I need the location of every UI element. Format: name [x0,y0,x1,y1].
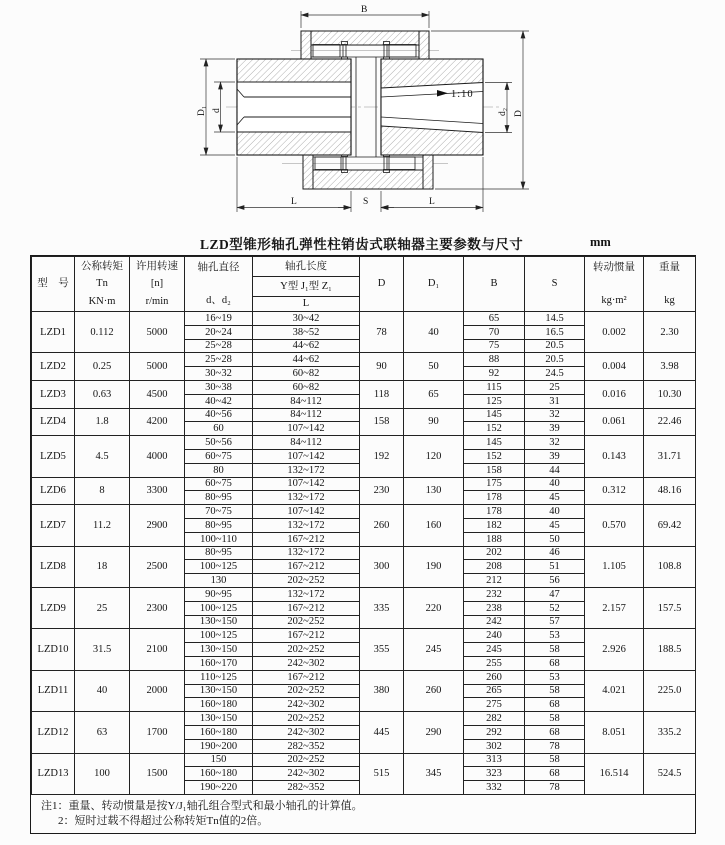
cell-S: 58 [525,712,585,726]
cell-D: 380 [360,670,404,711]
header-bore-length-types: Y型 J₁型 Z₁ [253,277,360,296]
cell-bore-diameter: 80~95 [185,491,253,505]
cell-torque: 0.112 [75,312,130,353]
cell-S: 25 [525,380,585,394]
cell-B: 260 [464,670,525,684]
table-row [32,408,696,422]
dim-label-L-left: L [291,197,297,207]
table-row [32,353,696,367]
header-D1: D₁ [404,257,464,312]
cell-bore-length: 84~112 [253,394,360,408]
cell-bore-diameter: 90~95 [185,587,253,601]
cell-inertia: 0.016 [585,380,644,408]
cell-model: LZD9 [32,587,75,628]
cell-D1: 130 [404,477,464,505]
cell-torque: 11.2 [75,505,130,546]
header-bore-length-L: L [253,296,360,311]
cell-inertia: 8.051 [585,712,644,753]
cell-S: 39 [525,422,585,436]
cell-bore-length: 132~172 [253,491,360,505]
cell-D: 118 [360,380,404,408]
header-speed: 许用转速 [n] r/min [130,257,185,312]
cell-B: 178 [464,491,525,505]
cell-S: 68 [525,698,585,712]
cell-weight: 108.8 [644,546,696,587]
cell-D: 78 [360,312,404,353]
header-torque: 公称转矩 Tn KN·m [75,257,130,312]
header-S: S [525,257,585,312]
cell-B: 152 [464,449,525,463]
cell-model: LZD12 [32,712,75,753]
cell-bore-length: 167~212 [253,629,360,643]
cell-inertia: 2.157 [585,587,644,628]
cell-bore-length: 132~172 [253,463,360,477]
cell-bore-length: 107~142 [253,505,360,519]
cell-weight: 69.42 [644,505,696,546]
cell-B: 145 [464,436,525,450]
cell-S: 53 [525,670,585,684]
cell-inertia: 2.926 [585,629,644,670]
cell-bore-length: 202~252 [253,615,360,629]
cell-bore-diameter: 160~180 [185,767,253,781]
cell-bore-length: 202~252 [253,643,360,657]
cell-B: 65 [464,312,525,326]
dim-label-d: d [212,108,222,113]
cell-B: 292 [464,725,525,739]
cell-S: 78 [525,781,585,795]
cell-B: 115 [464,380,525,394]
cell-B: 152 [464,422,525,436]
cell-bore-diameter: 190~220 [185,781,253,795]
cell-S: 68 [525,767,585,781]
cell-model: LZD13 [32,753,75,794]
cell-speed: 2500 [130,546,185,587]
cell-speed: 5000 [130,312,185,353]
cell-bore-length: 44~62 [253,353,360,367]
cell-model: LZD3 [32,380,75,408]
cell-bore-length: 132~172 [253,546,360,560]
cell-bore-diameter: 100~125 [185,601,253,615]
cell-weight: 22.46 [644,408,696,436]
cell-bore-length: 202~252 [253,753,360,767]
taper-label: 1:10 [451,89,474,100]
cell-S: 40 [525,505,585,519]
cell-S: 68 [525,725,585,739]
cell-D: 355 [360,629,404,670]
cell-D: 260 [360,505,404,546]
cell-speed: 3300 [130,477,185,505]
dim-label-D: D [514,110,524,117]
cell-bore-length: 167~212 [253,532,360,546]
cell-torque: 0.63 [75,380,130,408]
note-line: 注1：重量、转动惯量是按Y/J₁轴孔组合型式和最小轴孔的计算值。 [41,799,363,812]
cell-model: LZD6 [32,477,75,505]
header-weight: 重量 kg [644,257,696,312]
cell-bore-diameter: 160~180 [185,725,253,739]
cell-weight: 524.5 [644,753,696,794]
cell-bore-length: 132~172 [253,518,360,532]
cell-bore-diameter: 30~32 [185,367,253,381]
cell-B: 245 [464,643,525,657]
cell-weight: 335.2 [644,712,696,753]
table-notes [31,795,695,834]
cell-D1: 290 [404,712,464,753]
cell-D1: 120 [404,436,464,477]
cell-torque: 40 [75,670,130,711]
cell-torque: 100 [75,753,130,794]
cell-D1: 65 [404,380,464,408]
cell-model: LZD4 [32,408,75,436]
cell-bore-diameter: 130 [185,574,253,588]
cell-model: LZD1 [32,312,75,353]
cell-torque: 31.5 [75,629,130,670]
cell-bore-length: 242~302 [253,698,360,712]
dim-label-L-right: L [429,197,435,207]
header-bore-diameter: 轴孔直径 d、d₂ [185,257,253,312]
cell-speed: 4000 [130,436,185,477]
cell-D: 230 [360,477,404,505]
cell-model: LZD2 [32,353,75,381]
cell-bore-diameter: 60~75 [185,449,253,463]
cell-bore-length: 242~302 [253,725,360,739]
cell-B: 240 [464,629,525,643]
cell-B: 125 [464,394,525,408]
cell-bore-diameter: 130~150 [185,712,253,726]
table-row [32,436,696,450]
cell-D1: 245 [404,629,464,670]
table-row [32,712,696,726]
cell-D: 192 [360,436,404,477]
cell-weight: 48.16 [644,477,696,505]
cell-S: 20.5 [525,339,585,353]
cell-D1: 220 [404,587,464,628]
cell-inertia: 0.312 [585,477,644,505]
cell-bore-length: 44~62 [253,339,360,353]
cell-bore-length: 84~112 [253,408,360,422]
header-D: D [360,257,404,312]
cell-bore-diameter: 130~150 [185,643,253,657]
cell-B: 302 [464,739,525,753]
cell-bore-length: 60~82 [253,380,360,394]
cell-B: 255 [464,656,525,670]
cell-D: 158 [360,408,404,436]
table-row [32,753,696,767]
cell-bore-length: 167~212 [253,670,360,684]
cell-D1: 160 [404,505,464,546]
cell-B: 70 [464,325,525,339]
cell-bore-diameter: 190~200 [185,739,253,753]
cell-S: 58 [525,753,585,767]
cell-B: 175 [464,477,525,491]
cell-B: 75 [464,339,525,353]
cell-B: 212 [464,574,525,588]
cell-B: 282 [464,712,525,726]
dim-label-B: B [361,5,368,15]
cell-inertia: 4.021 [585,670,644,711]
cell-inertia: 1.105 [585,546,644,587]
cell-inertia: 0.004 [585,353,644,381]
dim-label-S: S [363,197,369,207]
cell-S: 46 [525,546,585,560]
cell-D1: 50 [404,353,464,381]
cell-S: 14.5 [525,312,585,326]
cell-speed: 5000 [130,353,185,381]
cell-B: 178 [464,505,525,519]
cell-inertia: 0.570 [585,505,644,546]
cell-inertia: 0.143 [585,436,644,477]
cell-bore-length: 202~252 [253,574,360,588]
cell-bore-length: 107~142 [253,477,360,491]
cell-B: 182 [464,518,525,532]
cell-S: 31 [525,394,585,408]
cell-bore-diameter: 25~28 [185,339,253,353]
cell-bore-diameter: 110~125 [185,670,253,684]
cell-S: 53 [525,629,585,643]
cell-S: 39 [525,449,585,463]
cell-S: 16.5 [525,325,585,339]
cell-weight: 31.71 [644,436,696,477]
table-row [32,477,696,491]
cell-weight: 188.5 [644,629,696,670]
gear-sleeve-top [301,31,429,60]
table-row [32,380,696,394]
cell-bore-diameter: 70~75 [185,505,253,519]
cell-D: 90 [360,353,404,381]
cell-D1: 40 [404,312,464,353]
cell-bore-length: 242~302 [253,767,360,781]
cell-model: LZD5 [32,436,75,477]
cell-S: 32 [525,408,585,422]
dim-label-D1: D₁ [197,105,207,116]
cell-S: 50 [525,532,585,546]
gear-sleeve-bottom [303,153,433,189]
cell-bore-length: 30~42 [253,312,360,326]
cell-D: 335 [360,587,404,628]
cell-S: 47 [525,587,585,601]
cell-speed: 2100 [130,629,185,670]
cell-inertia: 0.061 [585,408,644,436]
cell-D1: 345 [404,753,464,794]
cell-S: 58 [525,684,585,698]
cell-bore-diameter: 130~150 [185,684,253,698]
table-body [32,312,696,795]
cell-B: 202 [464,546,525,560]
cell-bore-length: 202~252 [253,684,360,698]
cell-torque: 63 [75,712,130,753]
cell-B: 238 [464,601,525,615]
cell-model: LZD10 [32,629,75,670]
cell-weight: 3.98 [644,353,696,381]
cell-B: 188 [464,532,525,546]
cell-bore-diameter: 25~28 [185,353,253,367]
cell-model: LZD8 [32,546,75,587]
cell-bore-diameter: 50~56 [185,436,253,450]
cell-bore-diameter: 100~125 [185,560,253,574]
cell-inertia: 16.514 [585,753,644,794]
cell-torque: 25 [75,587,130,628]
cell-bore-length: 202~252 [253,712,360,726]
cell-D1: 90 [404,408,464,436]
cell-bore-diameter: 100~125 [185,629,253,643]
dim-label-d2: d₂ [498,107,508,116]
cell-bore-diameter: 40~42 [185,394,253,408]
cell-bore-length: 132~172 [253,587,360,601]
cell-torque: 8 [75,477,130,505]
cell-bore-length: 167~212 [253,601,360,615]
cell-bore-length: 242~302 [253,656,360,670]
cell-bore-diameter: 80~95 [185,518,253,532]
cell-speed: 2000 [130,670,185,711]
cell-bore-length: 282~352 [253,781,360,795]
cell-bore-length: 107~142 [253,449,360,463]
cell-S: 45 [525,518,585,532]
cell-S: 40 [525,477,585,491]
cell-D: 445 [360,712,404,753]
note-line: 2：短时过载不得超过公称转矩Tn值的2倍。 [58,814,269,827]
cell-bore-diameter: 150 [185,753,253,767]
cell-weight: 225.0 [644,670,696,711]
right-hub [381,59,483,155]
parameter-table [31,256,696,795]
cell-bore-diameter: 60 [185,422,253,436]
page-title: LZD型锥形轴孔弹性柱销齿式联轴器主要参数与尺寸 [200,237,524,252]
cell-B: 332 [464,781,525,795]
cell-speed: 2300 [130,587,185,628]
cell-speed: 1500 [130,753,185,794]
cell-S: 24.5 [525,367,585,381]
technical-drawing [0,0,725,232]
cell-model: LZD11 [32,670,75,711]
cell-speed: 4500 [130,380,185,408]
left-hub [237,59,351,155]
cell-D1: 190 [404,546,464,587]
cell-S: 58 [525,643,585,657]
cell-bore-diameter: 60~75 [185,477,253,491]
cell-D1: 260 [404,670,464,711]
cell-bore-length: 282~352 [253,739,360,753]
table-row [32,587,696,601]
cell-bore-length: 107~142 [253,422,360,436]
cell-B: 323 [464,767,525,781]
cell-S: 56 [525,574,585,588]
cell-torque: 4.5 [75,436,130,477]
cell-D: 515 [360,753,404,794]
cell-bore-diameter: 160~180 [185,698,253,712]
cell-bore-diameter: 130~150 [185,615,253,629]
cell-D: 300 [360,546,404,587]
cell-S: 78 [525,739,585,753]
cell-S: 44 [525,463,585,477]
cell-S: 32 [525,436,585,450]
cell-bore-diameter: 30~38 [185,380,253,394]
cell-bore-diameter: 80 [185,463,253,477]
cell-bore-diameter: 80~95 [185,546,253,560]
table-row [32,312,696,326]
cell-B: 242 [464,615,525,629]
cell-bore-diameter: 16~19 [185,312,253,326]
cell-speed: 1700 [130,712,185,753]
cell-torque: 0.25 [75,353,130,381]
cell-bore-diameter: 40~56 [185,408,253,422]
unit-label: mm [590,235,611,249]
table-row [32,629,696,643]
cell-B: 265 [464,684,525,698]
table-row [32,505,696,519]
cell-B: 275 [464,698,525,712]
cell-B: 158 [464,463,525,477]
header-inertia: 转动惯量 kg·m² [585,257,644,312]
cell-S: 45 [525,491,585,505]
cell-B: 88 [464,353,525,367]
table-row [32,546,696,560]
parameter-table-frame [30,255,696,834]
cell-weight: 10.30 [644,380,696,408]
cell-S: 57 [525,615,585,629]
cell-B: 232 [464,587,525,601]
cell-S: 20.5 [525,353,585,367]
cell-torque: 18 [75,546,130,587]
cell-speed: 4200 [130,408,185,436]
cell-B: 313 [464,753,525,767]
table-row [32,670,696,684]
cell-B: 145 [464,408,525,422]
header-bore-length: 轴孔长度 [253,257,360,277]
header-model: 型 号 [32,257,75,312]
cell-model: LZD7 [32,505,75,546]
cell-torque: 1.8 [75,408,130,436]
cell-bore-length: 84~112 [253,436,360,450]
cell-inertia: 0.002 [585,312,644,353]
header-B: B [464,257,525,312]
cell-S: 51 [525,560,585,574]
cell-B: 208 [464,560,525,574]
cell-S: 68 [525,656,585,670]
cell-bore-length: 60~82 [253,367,360,381]
cell-bore-length: 167~212 [253,560,360,574]
cell-bore-diameter: 160~170 [185,656,253,670]
cell-bore-diameter: 20~24 [185,325,253,339]
cell-B: 92 [464,367,525,381]
cell-bore-diameter: 100~110 [185,532,253,546]
cell-bore-length: 38~52 [253,325,360,339]
cell-speed: 2900 [130,505,185,546]
cell-weight: 157.5 [644,587,696,628]
cell-weight: 2.30 [644,312,696,353]
cell-S: 52 [525,601,585,615]
